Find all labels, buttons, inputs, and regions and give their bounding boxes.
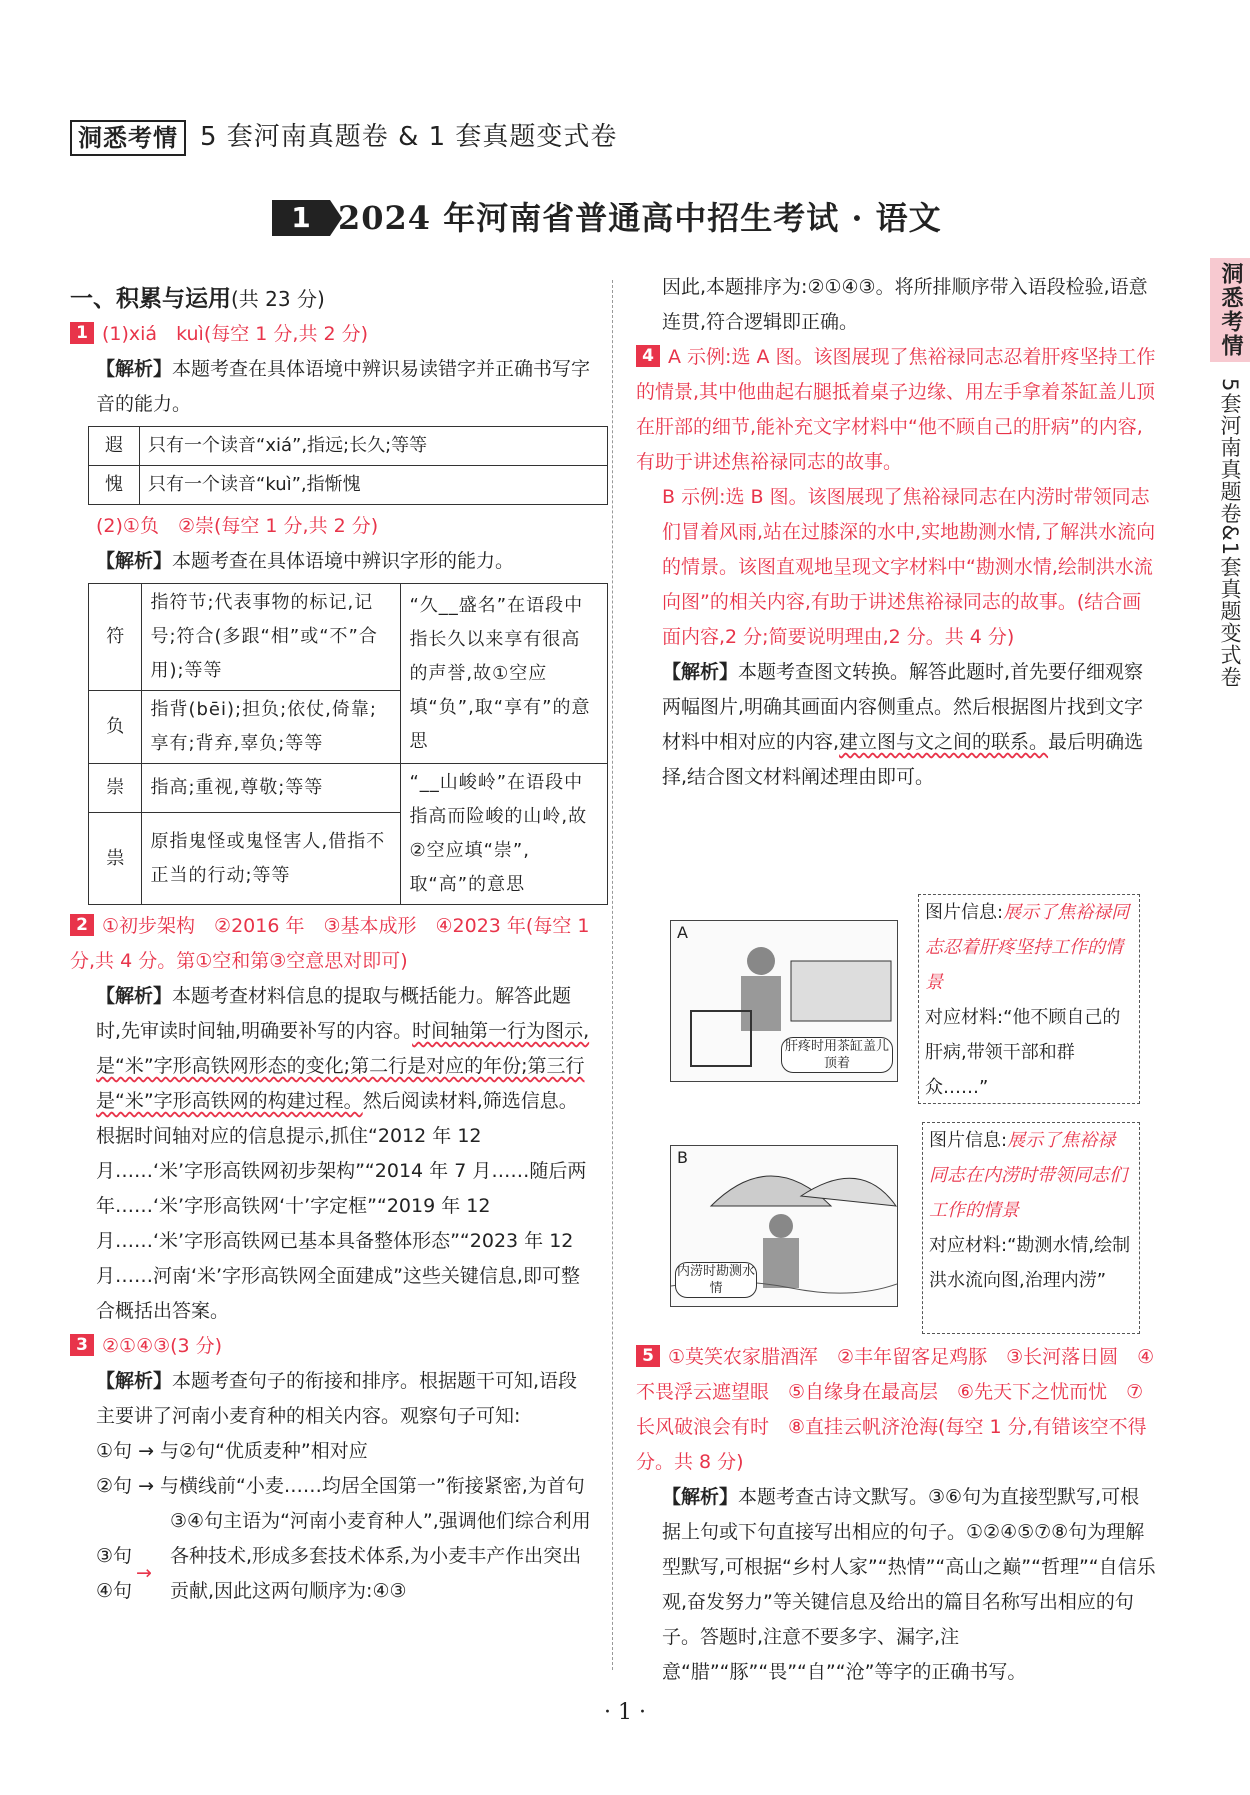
info-box-a: [918, 894, 1140, 1104]
q3-sentence-4: ④句: [96, 1580, 133, 1602]
q2-analysis-text-a: 本题考查材料信息的提取与概括能力。解答此题时,先审读时间轴,明确要补写的内容。: [96, 985, 572, 1042]
info-a-material-value: “他不顾自己的肝病,带领干部和群众……”: [925, 1007, 1121, 1098]
table-row: [89, 466, 608, 505]
character-table: [88, 583, 608, 905]
q4-answer-b: B 示例:选 B 图。该图展现了焦裕禄同志在内涝时带领同志们冒着风雨,站在过膝深的水中,实地勘测水情,了解洪水流向的情景。该图直观地呈现文字材料中“勘测水情,绘制洪水流向图”的相关内容,有助于讲述焦裕禄同志的故事。(结合画面内容,2 分;简要说明理由,2 分。共 4 分): [662, 486, 1156, 648]
info-a-material-key: 对应材料:: [925, 1007, 1004, 1028]
analysis-label: 【解析】: [662, 661, 739, 683]
table-cell-key: 崇: [89, 764, 142, 813]
info-a-value: 展示了焦裕禄同志忍着肝疼坚持工作的情景: [925, 902, 1130, 993]
section-score: (共 23 分): [231, 287, 325, 311]
side-text: 5套河南真题卷&1套真题变式卷: [1218, 378, 1242, 689]
table-cell-key: 愧: [89, 466, 140, 505]
table-cell-key: 负: [89, 691, 142, 764]
table-cell-meaning: 指背(bēi);担负;依仗,倚靠;享有;背弃,辜负;等等: [142, 691, 401, 764]
page-title: 2024 年河南省普通高中招生考试 · 语文: [338, 199, 942, 237]
info-b-key: 图片信息:: [929, 1130, 1008, 1151]
q4-answer-a: [636, 340, 1158, 480]
side-tab: 洞悉考情: [1210, 258, 1250, 362]
header-tag: 洞悉考情: [70, 120, 186, 156]
table-cell-key: 遐: [89, 427, 140, 466]
illustration-b-label: B: [677, 1148, 688, 1167]
q4-analysis-underlined: 建立图与文之间的联系。: [839, 731, 1049, 753]
bracket-arrow-icon: →: [136, 1562, 152, 1584]
q1-analysis-2: [70, 544, 594, 579]
info-b-material-key: 对应材料:: [929, 1235, 1008, 1256]
q3-number: 3: [70, 1334, 94, 1356]
q3-continued: 因此,本题排序为:②①④③。将所排顺序带入语段检验,语意连贯,符合逻辑即正确。: [662, 276, 1148, 333]
table-cell-value: 只有一个读音“kuì”,指惭愧: [140, 466, 608, 505]
pronunciation-table: [88, 426, 608, 505]
analysis-label: 【解析】: [96, 985, 173, 1007]
q4-analysis-text-b: 最后明确选择,结合图文材料阐述理由即可。: [662, 731, 1144, 788]
header-subtitle: 5 套河南真题卷 & 1 套真题变式卷: [200, 122, 618, 152]
analysis-label: 【解析】: [96, 550, 173, 572]
right-column: [636, 270, 1158, 795]
q4-analysis: [636, 655, 1158, 795]
q3-line-3-text: ③④句主语为“河南小麦育种人”,强调他们综合利用各种技术,形成多套技术体系,为小麦丰产作出突出贡献,因此这两句顺序为:④③: [170, 1510, 591, 1602]
q4-analysis-text-a: 本题考查图文转换。解答此题时,首先要仔细观察两幅图片,明确其画面内容侧重点。然后根据图片找到文字材料中相对应的内容,: [662, 661, 1144, 753]
q3-sentence-3: ③句: [96, 1545, 133, 1567]
q1-analysis-1: [70, 352, 594, 422]
page-number: · 1 ·: [604, 1700, 646, 1725]
q3-line-2: ②句 → 与横线前“小麦……均居全国第一”衔接紧密,为首句: [96, 1475, 585, 1497]
illustration-a-caption: 肝疼时用茶缸盖儿顶着: [781, 1037, 893, 1073]
table-row: [89, 584, 608, 691]
table-cell-key: 符: [89, 584, 142, 691]
table-cell-value: 只有一个读音“xiá”,指远;长久;等等: [140, 427, 608, 466]
q5-analysis: [636, 1480, 1158, 1690]
analysis-label: 【解析】: [662, 1486, 739, 1508]
q2-analysis: [70, 979, 594, 1329]
q3-analysis: [70, 1364, 594, 1434]
illustration-a: [670, 920, 898, 1082]
q1-answer-1-text: (1)xiá kuì(每空 1 分,共 2 分): [102, 323, 369, 345]
q5-block: [636, 1340, 1158, 1690]
illustration-b: [670, 1145, 898, 1307]
q5-analysis-text: 本题考查古诗文默写。③⑥句为直接型默写,可根据上句或下句直接写出相应的句子。①②④⑤⑦⑧句为理解型默写,可根据“乡村人家”“热情”“高山之巅”“哲理”“自信乐观,奋发努力”等关键信息及给出的篇目名称写出相应的句子。答题时,注意不要多字、漏字,注意“腊”“豚”“畏”“自”“沧”等字的正确书写。: [662, 1486, 1156, 1683]
info-b-material-value: “勘测水情,绘制洪水流向图,治理内涝”: [929, 1235, 1131, 1291]
paper-number-badge: 1: [272, 200, 330, 236]
q4-answer-a-text: A 示例:选 A 图。该图展现了焦裕禄同志忍着肝疼坚持工作的情景,其中他曲起右腿抵着桌子边缘、用左手拿着茶缸盖儿顶在肝部的细节,能补充文字材料中“他不顾自己的肝病”的内容,有助于讲述焦裕禄同志的故事。: [636, 346, 1156, 473]
illustration-a-label: A: [677, 923, 688, 942]
illustration-b-caption: 内涝时勘测水情: [676, 1264, 755, 1296]
q3-line-1: ①句 → 与②句“优质麦种”相对应: [96, 1440, 368, 1462]
q1-answer-1: [70, 317, 594, 352]
analysis-label: 【解析】: [96, 358, 173, 380]
q2-analysis-underlined: 时间轴第一行为图示,是“米”字形高铁网形态的变化;第二行是对应的年份;第三行是“米”字形高铁网的构建过程。: [96, 1020, 590, 1112]
table-cell-explain: “__山峻岭”在语段中指高而险峻的山岭,故②空应填“崇”,取“高”的意思: [401, 764, 608, 905]
q2-answer-text: ①初步架构 ②2016 年 ③基本成形 ④2023 年(每空 1 分,共 4 分。第①空和第③空意思对即可): [70, 915, 590, 972]
q2-analysis-text-b: 然后阅读材料,筛选信息。根据时间轴对应的信息提示,抓住“2012 年 12 月……‘米’字形高铁网初步架构”“2014 年 7 月……随后两年……‘米’字形高铁网‘十’字定框”“2019 年 12 月……‘米’字形高铁网已基本具备整体形态”“2023 年 12 月……河南‘米’字形高铁网全面建成”这些关键信息,即可整合概括出答案。: [96, 1090, 587, 1322]
table-cell-meaning: 指高;重视,尊敬;等等: [142, 764, 401, 813]
q5-answer-text: ①莫笑农家腊酒浑 ②丰年留客足鸡豚 ③长河落日圆 ④不畏浮云遮望眼 ⑤自缘身在最高层 ⑥先天下之忧而忧 ⑦长风破浪会有时 ⑧直挂云帆济沧海(每空 1 分,有错该空不得分。共 8 分): [636, 1346, 1155, 1473]
info-box-b: [922, 1122, 1140, 1334]
q2-answer: [70, 909, 594, 979]
q1-number: 1: [70, 322, 94, 344]
table-cell-meaning: 原指鬼怪或鬼怪害人,借指不正当的行动;等等: [142, 813, 401, 905]
q5-number: 5: [636, 1345, 660, 1367]
column-divider: [612, 280, 613, 1670]
q1-analysis-1-text: 本题考查在具体语境中辨识易读错字并正确书写字音的能力。: [96, 358, 591, 415]
table-cell-explain: “久__盛名”在语段中指长久以来享有很高的声誉,故①空应填“负”,取“享有”的意思: [401, 584, 608, 764]
q2-number: 2: [70, 914, 94, 936]
table-cell-key: 祟: [89, 813, 142, 905]
q4-number: 4: [636, 345, 660, 367]
table-row: [89, 427, 608, 466]
info-b-value: 展示了焦裕禄同志在内涝时带领同志们工作的情景: [929, 1130, 1127, 1221]
table-cell-meaning: 指符节;代表事物的标记,记号;符合(多跟“相”或“不”合用);等等: [142, 584, 401, 691]
section-heading: [70, 282, 594, 317]
q3-line-3: [70, 1504, 594, 1609]
q1-analysis-2-text: 本题考查在具体语境中辨识字形的能力。: [172, 550, 515, 572]
q3-analysis-text: 本题考查句子的衔接和排序。根据题干可知,语段主要讲了河南小麦育种的相关内容。观察句子可知:: [96, 1370, 578, 1427]
table-row: [89, 764, 608, 813]
info-a-key: 图片信息:: [925, 902, 1004, 923]
section-name: 一、积累与运用: [70, 286, 231, 312]
left-column: [70, 282, 594, 1609]
q5-answer: [636, 1340, 1158, 1480]
analysis-label: 【解析】: [96, 1370, 173, 1392]
q3-answer: [70, 1329, 594, 1364]
q3-answer-text: ②①④③(3 分): [102, 1335, 223, 1357]
q1-answer-2: (2)①负 ②崇(每空 1 分,共 2 分): [96, 515, 379, 537]
